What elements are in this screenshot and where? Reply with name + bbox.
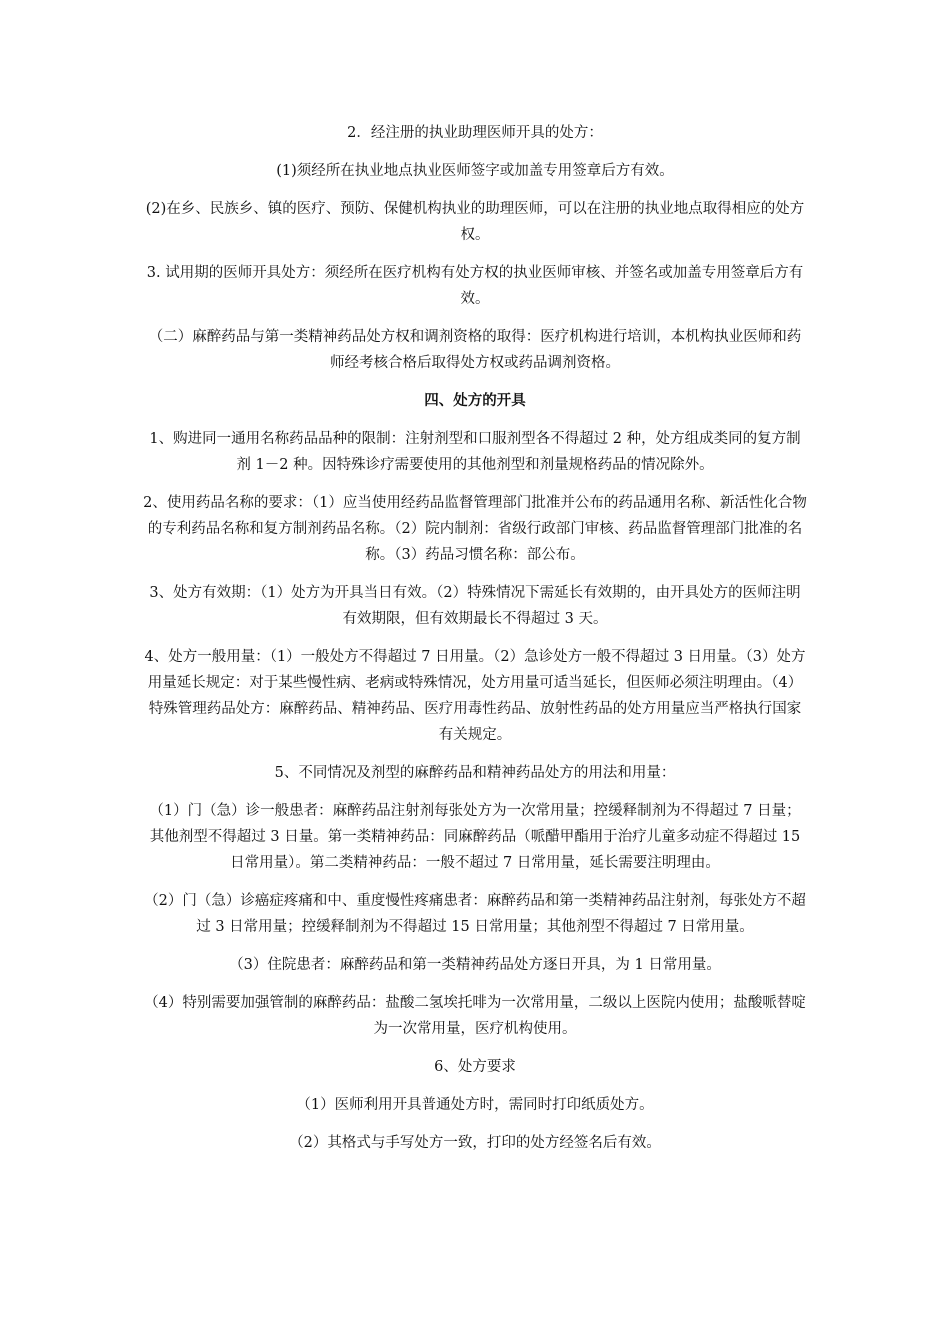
paragraph-outpatient-cancer-pain: （2）门（急）诊癌症疼痛和中、重度慢性疼痛患者：麻醉药品和第一类精神药品注射剂，每张处方不超过 3 日常用量；控缓释制剂为不得超过 15 日常用量；其他剂型不得超过 7 日常用量。 [144,893,806,935]
paragraph-drug-variety-limit: 1、购进同一通用名称药品品种的限制：注射剂型和口服剂型各不得超过 2 种，处方组成类同的复方制剂 1－2 种。因特殊诊疗需要使用的其他剂型和剂量规格药品的情况除外。 [149,431,801,473]
paragraph-narcotic-usage-title: 5、不同情况及剂型的麻醉药品和精神药品处方的用法和用量： [274,765,676,781]
paragraph-outpatient-general: （1）门（急）诊一般患者：麻醉药品注射剂每张处方为一次常用量；控缓释制剂为不得超过 7 日量；其他剂型不得超过 3 日量。第一类精神药品：同麻醉药品（哌醋甲酯用于治疗儿童多动症不得超过 15 日常用量）。第二类精神药品：一般不超过 7 日常用量，延长需要注明理由。 [149,803,801,871]
paragraph-drug-name-requirement: 2、使用药品名称的要求：（1）应当使用经药品监督管理部门批准并公布的药品通用名称、新活性化合物的专利药品名称和复方制剂药品名称。（2）院内制剂：省级行政部门审核、药品监督管理部门批准的名称。（3）药品习惯名称：部公布。 [143,495,807,563]
paragraph-special-control: （4）特别需要加强管制的麻醉药品：盐酸二氢埃托啡为一次常用量，二级以上医院内使用；盐酸哌替啶为一次常用量，医疗机构使用。 [144,995,806,1037]
paragraph-probation-physician: 3. 试用期的医师开具处方：须经所在医疗机构有处方权的执业医师审核、并签名或加盖专用签章后方有效。 [146,265,804,307]
paragraph-print-requirement: （1）医师利用开具普通处方时，需同时打印纸质处方。 [296,1097,654,1113]
paragraph-assistant-rural: (2)在乡、民族乡、镇的医疗、预防、保健机构执业的助理医师，可以在注册的执业地点取得相应的处方权。 [145,201,805,243]
paragraph-general-dosage: 4、处方一般用量：（1）一般处方不得超过 7 日用量。（2）急诊处方一般不得超过 3 日用量。（3）处方用量延长规定：对于某些慢性病、老病或特殊情况，处方用量可适当延长，但医师必须注明理由。（4）特殊管理药品处方：麻醉药品、精神药品、医疗用毒性药品、放射性药品的处方用量应当严格执行国家有关规定。 [144,649,806,743]
paragraph-assistant-signature: (1)须经所在执业地点执业医师签字或加盖专用签章后方有效。 [276,163,674,179]
paragraph-narcotic-qualification: （二）麻醉药品与第一类精神药品处方权和调剂资格的取得：医疗机构进行培训，本机构执业医师和药师经考核合格后取得处方权或药品调剂资格。 [148,329,802,371]
paragraph-assistant-physician: 2．经注册的执业助理医师开具的处方： [347,125,603,141]
paragraph-prescription-requirements-title: 6、处方要求 [434,1059,516,1075]
document-body [143,120,807,1168]
paragraph-format-requirement: （2）其格式与手写处方一致，打印的处方经签名后有效。 [289,1135,661,1151]
section-heading-prescribing: 四、处方的开具 [424,392,526,409]
paragraph-inpatient: （3）住院患者：麻醉药品和第一类精神药品处方逐日开具，为 1 日常用量。 [229,957,721,973]
paragraph-validity-period: 3、处方有效期：（1）处方为开具当日有效。（2）特殊情况下需延长有效期的，由开具处方的医师注明有效期限，但有效期最长不得超过 3 天。 [149,585,801,627]
